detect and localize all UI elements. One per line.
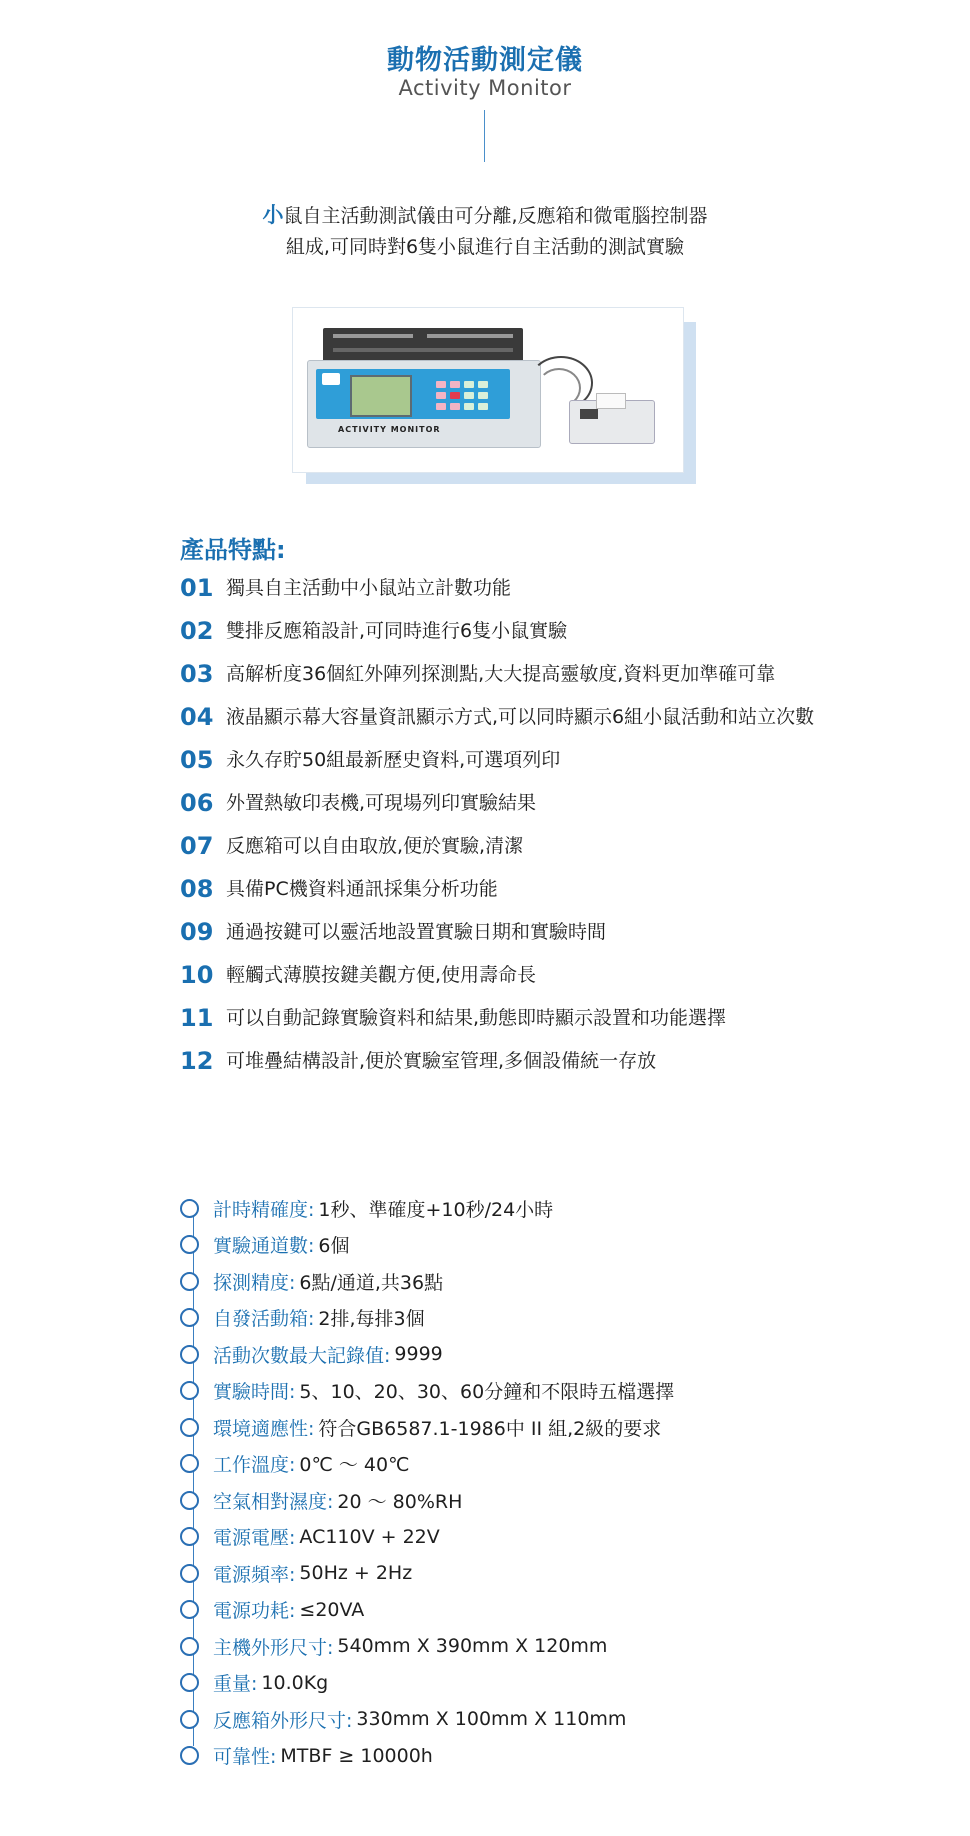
spec-item <box>180 1555 820 1592</box>
spec-item <box>180 1190 820 1227</box>
feature-item <box>180 1047 820 1076</box>
feature-item <box>180 789 820 818</box>
spec-item <box>180 1665 820 1702</box>
spec-item <box>180 1701 820 1738</box>
keypad-key <box>478 403 488 410</box>
spec-item <box>180 1592 820 1629</box>
printer-slot <box>580 409 598 419</box>
spec-label: 實驗時間: <box>213 1381 296 1404</box>
spec-label: 可靠性: <box>213 1746 277 1769</box>
keypad-key <box>464 392 474 399</box>
keypad <box>436 381 496 411</box>
spec-label: 電源電壓: <box>213 1527 296 1550</box>
controller-unit <box>307 360 541 448</box>
spec-value: 6點/通道,共36點 <box>299 1271 444 1294</box>
feature-number: 03 <box>180 660 214 688</box>
feature-item <box>180 660 820 689</box>
title-divider <box>484 110 485 162</box>
circle-bullet-icon <box>180 1381 199 1400</box>
spec-item <box>180 1409 820 1446</box>
feature-text: 輕觸式薄膜按鍵美觀方便,使用壽命長 <box>226 964 537 986</box>
feature-text: 通過按鍵可以靈活地設置實驗日期和實驗時間 <box>226 921 607 943</box>
features-heading: 產品特點: <box>180 536 286 564</box>
feature-number: 07 <box>180 832 214 860</box>
spec-item <box>180 1263 820 1300</box>
feature-text: 反應箱可以自由取放,便於實驗,清潔 <box>226 835 524 857</box>
intro-paragraph <box>0 200 970 263</box>
reaction-box-rail <box>427 334 513 338</box>
keypad-key <box>450 403 460 410</box>
spec-label: 工作溫度: <box>213 1454 296 1477</box>
feature-number: 05 <box>180 746 214 774</box>
device-label: ACTIVITY MONITOR <box>338 425 441 434</box>
spec-label: 活動次數最大記錄值: <box>213 1344 391 1367</box>
circle-bullet-icon <box>180 1345 199 1364</box>
spec-label: 探測精度: <box>213 1271 296 1294</box>
keypad-key <box>450 381 460 388</box>
intro-line-2: 組成,可同時對6隻小鼠進行自主活動的測試實驗 <box>285 236 685 258</box>
feature-text: 可堆疊結構設計,便於實驗室管理,多個設備統一存放 <box>226 1050 657 1072</box>
feature-item <box>180 617 820 646</box>
page-title: 動物活動測定儀 <box>387 45 583 76</box>
feature-number: 06 <box>180 789 214 817</box>
feature-item <box>180 746 820 775</box>
product-photo <box>292 307 684 473</box>
feature-item <box>180 918 820 947</box>
circle-bullet-icon <box>180 1746 199 1765</box>
feature-number: 04 <box>180 703 214 731</box>
spec-value: 6個 <box>318 1235 350 1258</box>
spec-value: 330mm X 100mm X 110mm <box>356 1708 627 1731</box>
keypad-key <box>436 392 446 399</box>
keypad-key <box>478 392 488 399</box>
spec-item <box>180 1482 820 1519</box>
keypad-key <box>464 403 474 410</box>
feature-item <box>180 1004 820 1033</box>
circle-bullet-icon <box>180 1235 199 1254</box>
thermal-printer <box>569 400 655 444</box>
feature-text: 永久存貯50組最新歷史資料,可選項列印 <box>226 749 561 771</box>
keypad-key <box>464 381 474 388</box>
spec-label: 空氣相對濕度: <box>213 1490 334 1513</box>
spec-value: 10.0Kg <box>261 1671 329 1694</box>
circle-bullet-icon <box>180 1600 199 1619</box>
spec-label: 主機外形尺寸: <box>213 1636 334 1659</box>
feature-item <box>180 875 820 904</box>
spec-item <box>180 1738 820 1775</box>
spec-label: 反應箱外形尺寸: <box>213 1709 353 1732</box>
feature-number: 08 <box>180 875 214 903</box>
keypad-key <box>478 381 488 388</box>
spec-value: 1秒、準確度+10秒/24小時 <box>318 1198 554 1221</box>
feature-text: 具備PC機資料通訊採集分析功能 <box>226 878 498 900</box>
spec-value: 5、10、20、30、60分鐘和不限時五檔選擇 <box>299 1381 675 1404</box>
spec-label: 重量: <box>213 1673 258 1696</box>
spec-label: 自發活動箱: <box>213 1308 315 1331</box>
feature-number: 09 <box>180 918 214 946</box>
circle-bullet-icon <box>180 1637 199 1656</box>
reaction-box-rail <box>333 348 513 352</box>
specs-list <box>180 1190 820 1774</box>
page-subtitle: Activity Monitor <box>398 76 572 100</box>
circle-bullet-icon <box>180 1491 199 1510</box>
feature-text: 雙排反應箱設計,可同時進行6隻小鼠實驗 <box>226 620 568 642</box>
reaction-box <box>323 328 523 362</box>
feature-number: 11 <box>180 1004 214 1032</box>
feature-text: 高解析度36個紅外陣列探測點,大大提高靈敏度,資料更加準確可靠 <box>226 663 776 685</box>
intro-line-1-text: 鼠自主活動測試儀由可分離,反應箱和微電腦控制器 <box>283 205 708 227</box>
spec-value: 2排,每排3個 <box>318 1308 425 1331</box>
spec-value: 50Hz + 2Hz <box>299 1562 413 1585</box>
spec-item <box>180 1300 820 1337</box>
spec-item <box>180 1519 820 1556</box>
spec-value: 符合GB6587.1-1986中 II 組,2級的要求 <box>318 1417 662 1440</box>
spec-value: 9999 <box>394 1343 443 1366</box>
brand-logo <box>322 373 340 385</box>
spec-value: AC110V + 22V <box>299 1525 440 1548</box>
spec-value: MTBF ≥ 10000h <box>280 1744 433 1767</box>
spec-item <box>180 1446 820 1483</box>
spec-label: 環境適應性: <box>213 1417 315 1440</box>
spec-label: 電源功耗: <box>213 1600 296 1623</box>
feature-item <box>180 832 820 861</box>
reaction-box-rail <box>333 334 413 338</box>
feature-text: 外置熱敏印表機,可現場列印實驗結果 <box>226 792 537 814</box>
circle-bullet-icon <box>180 1272 199 1291</box>
feature-number: 12 <box>180 1047 214 1075</box>
spec-label: 電源頻率: <box>213 1563 296 1586</box>
spec-item <box>180 1628 820 1665</box>
keypad-key <box>436 403 446 410</box>
feature-item <box>180 574 820 603</box>
feature-item <box>180 703 820 732</box>
control-panel <box>316 369 510 419</box>
circle-bullet-icon <box>180 1673 199 1692</box>
spec-label: 計時精確度: <box>213 1198 315 1221</box>
feature-text: 可以自動記錄實驗資料和結果,動態即時顯示設置和功能選擇 <box>226 1007 727 1029</box>
intro-lead-char: 小 <box>262 203 284 227</box>
circle-bullet-icon <box>180 1454 199 1473</box>
circle-bullet-icon <box>180 1199 199 1218</box>
feature-number: 10 <box>180 961 214 989</box>
keypad-key <box>436 381 446 388</box>
spec-item <box>180 1373 820 1410</box>
spec-item <box>180 1227 820 1264</box>
spec-label: 實驗通道數: <box>213 1235 315 1258</box>
intro-line-1 <box>0 200 970 232</box>
spec-value: ≤20VA <box>299 1598 365 1621</box>
features-list <box>180 574 820 1090</box>
circle-bullet-icon <box>180 1527 199 1546</box>
circle-bullet-icon <box>180 1564 199 1583</box>
feature-item <box>180 961 820 990</box>
feature-text: 液晶顯示幕大容量資訊顯示方式,可以同時顯示6組小鼠活動和站立次數 <box>226 706 815 728</box>
keypad-key <box>450 392 460 399</box>
feature-number: 01 <box>180 574 214 602</box>
spec-value: 0℃ ～ 40℃ <box>299 1454 410 1477</box>
spec-item <box>180 1336 820 1373</box>
feature-number: 02 <box>180 617 214 645</box>
feature-text: 獨具自主活動中小鼠站立計數功能 <box>226 577 512 599</box>
printer-paper <box>596 393 626 409</box>
lcd-screen <box>350 375 412 417</box>
circle-bullet-icon <box>180 1710 199 1729</box>
circle-bullet-icon <box>180 1308 199 1327</box>
spec-value: 540mm X 390mm X 120mm <box>337 1635 608 1658</box>
spec-value: 20 ～ 80%RH <box>337 1490 463 1513</box>
circle-bullet-icon <box>180 1418 199 1437</box>
